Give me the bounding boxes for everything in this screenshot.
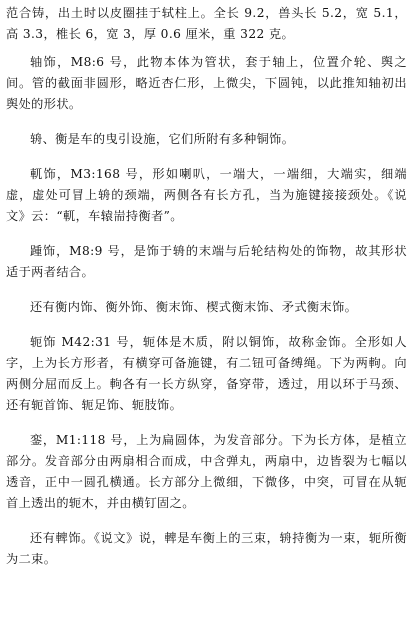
- paragraph-yoke-saddle-ornament: 轭饰 M42:31 号，轭体是木质，附以铜饰，故称金饰。全形如人字，上为长方形者，有横穿可备施键，有二钮可备缚绳。下为两軥。向两侧分屈而反上。軥各有一长方纵穿，备穿带，透过，用以环于马颈、还有轭首饰、轭足饰、轭肢饰。: [6, 335, 407, 412]
- paragraph-yi-ornament: 还有䡟饰。《说文》说，䡟是车衡上的三束，辀持衡为一束，轭所衡为二束。: [6, 531, 407, 566]
- paragraph-yoke-ornaments-list: 还有衡内饰、衡外饰、衡末饰、楔式衡末饰、矛式衡末饰。: [30, 300, 358, 314]
- paragraph-heel-ornament: 踵饰，M8:9 号，是饰于辀的末端与后轮结构处的饰物，故其形状适于两者结合。: [6, 244, 407, 279]
- paragraph-shaft-yoke-intro: 辀、衡是车的曳引设施，它们所附有多种铜饰。: [30, 132, 295, 146]
- paragraph-yue-ornament: 軏饰，M3:168 号，形如喇叭，一端大，一端细，大端实，细端虚，虚处可冒上辀的颈端，两侧各有长方孔，当为施键接接颈处。《说文》云：“軏，车辕耑持衡者”。: [6, 167, 407, 223]
- paragraph-axle-ornament: 轴饰，M8:6 号，此物本体为管状，套于轴上，位置介轮、舆之间。管的截面非圆形，略近杏仁形，上微尖，下圆钝，以此推知轴初出舆处的形状。: [6, 55, 407, 111]
- paragraph-continuation: 范合铸，出土时以皮圈挂于轼柱上。全长 9.2，兽头长 5.2，宽 5.1，高 3.3，椎长 6，宽 3，厚 0.6 厘米，重 322 克。: [6, 6, 407, 41]
- paragraph-luan-bell: 銮，M1:118 号，上为扁圆体，为发音部分。下为长方体，是植立部分。发音部分由两扇相合而成，中含弹丸，两扇中，边皆裂为七幅以透音，正中一圆孔横通。长方部分上微细，下微侈，中突，可冒在从轭首上透出的轭木，并由横钉固之。: [6, 433, 407, 510]
